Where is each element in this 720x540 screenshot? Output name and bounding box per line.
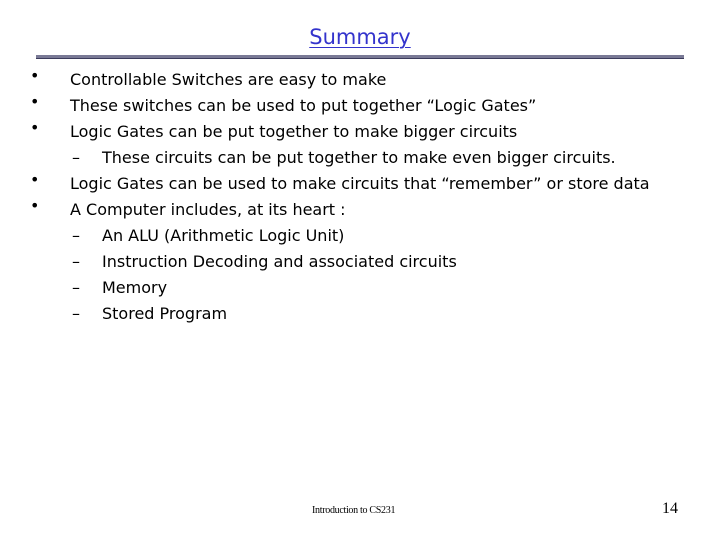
list-item [0,93,720,119]
sub-list-item [0,249,720,275]
sub-list-item [0,301,720,327]
title-divider [36,55,684,59]
sub-list-item-text: Stored Program [102,304,228,323]
sub-list-item [0,223,720,249]
page-number: 14 [662,500,678,517]
slide-title: Summary [309,25,411,49]
sub-list-item-text: These circuits can be put together to make even bigger circuits. [102,148,616,167]
bullet-icon: • [30,118,40,137]
bullet-icon: • [30,170,40,189]
slide-footer: Introduction to CS231 [312,505,396,516]
list-item-text: These switches can be used to put together “Logic Gates” [70,96,537,115]
list-item [0,67,720,93]
bullet-icon: • [30,66,40,85]
list-item [0,197,720,223]
list-item [0,119,720,145]
list-item-text: Logic Gates can be put together to make bigger circuits [70,122,518,141]
sub-list-item-text: An ALU (Arithmetic Logic Unit) [102,226,345,245]
bullet-list [0,67,720,327]
list-item-text: A Computer includes, at its heart : [70,200,346,219]
bullet-icon: • [30,92,40,111]
dash-icon: – [72,304,80,323]
dash-icon: – [72,148,80,167]
dash-icon: – [72,226,80,245]
list-item [0,171,720,197]
dash-icon: – [72,278,80,297]
list-item-text: Logic Gates can be used to make circuits that “remember” or store data [70,174,650,193]
bullet-icon: • [30,196,40,215]
list-item-text: Controllable Switches are easy to make [70,70,387,89]
sub-list-item [0,275,720,301]
sub-list-item-text: Memory [102,278,168,297]
dash-icon: – [72,252,80,271]
sub-list-item-text: Instruction Decoding and associated circuits [102,252,457,271]
sub-list-item [0,145,720,171]
